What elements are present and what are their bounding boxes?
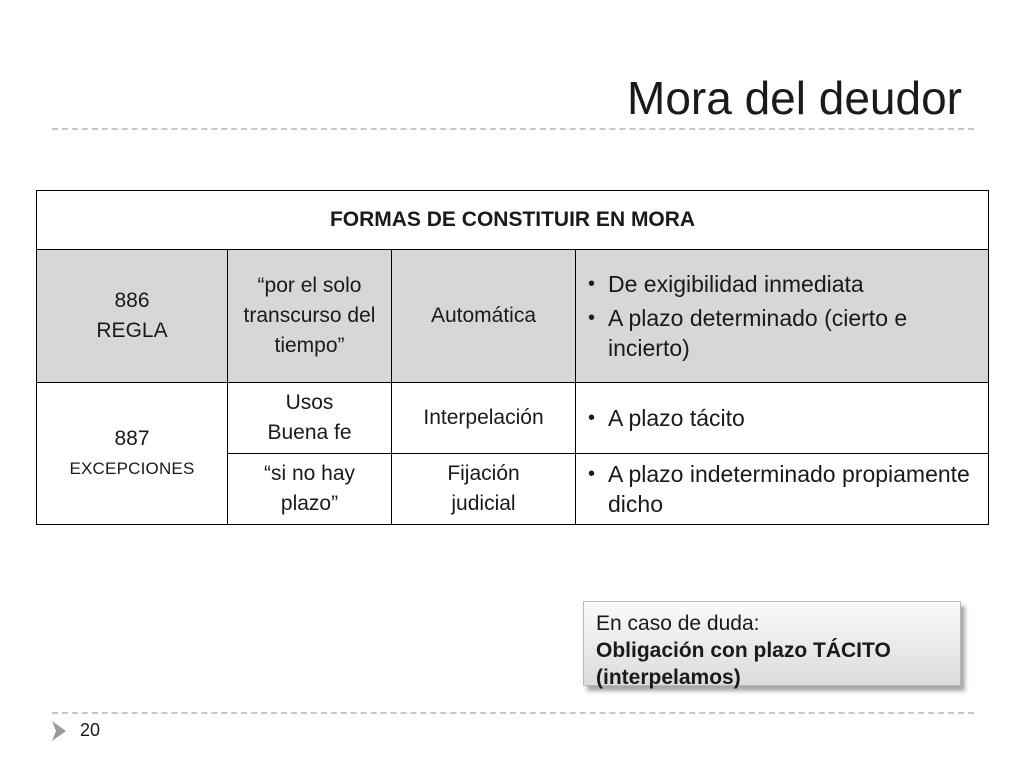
forms-table: [36, 190, 989, 525]
chevron-right-icon[interactable]: [50, 720, 68, 742]
table-header-row: [37, 191, 989, 250]
article-cell: [37, 250, 228, 383]
footer-divider: [52, 712, 974, 714]
note-line: En caso de duda:: [596, 612, 760, 635]
table-row: [37, 383, 989, 454]
mode-cell: Fijación judicial: [392, 454, 576, 525]
page-number: 20: [80, 720, 101, 740]
condition-cell: “por el solo transcurso del tiempo”: [228, 250, 392, 383]
note-line: Obligación con plazo TÁCITO: [596, 639, 891, 662]
list-item: • A plazo determinado (cierto e incierto): [588, 303, 980, 363]
article-label: REGLA: [96, 319, 168, 342]
list-item: • A plazo indeterminado propiamente dicho: [588, 459, 980, 519]
mode-cell: Automática: [392, 250, 576, 383]
mode-cell: Interpelación: [392, 383, 576, 454]
article-cell: [37, 383, 228, 525]
article-number: 887: [114, 426, 150, 450]
cases-cell: [576, 454, 989, 525]
article-number: 886: [114, 289, 150, 312]
condition-cell: “si no hay plazo”: [228, 454, 392, 525]
cases-list: [588, 459, 980, 519]
slide-title: Mora del deudor: [627, 72, 962, 124]
list-item: • De exigibilidad inmediata: [588, 269, 980, 299]
condition-cell: Usos Buena fe: [228, 383, 392, 454]
table-header: FORMAS DE CONSTITUIR EN MORA: [37, 191, 989, 250]
cases-list: [588, 269, 980, 363]
title-divider: [52, 128, 974, 130]
table-row: [37, 250, 989, 383]
cases-list: [588, 403, 980, 433]
cases-cell: [576, 250, 989, 383]
cases-cell: [576, 383, 989, 454]
note-box: [583, 601, 961, 689]
article-label: EXCEPCIONES: [69, 458, 195, 478]
note-line: (interpelamos): [596, 666, 741, 689]
list-item: • A plazo tácito: [588, 403, 980, 433]
